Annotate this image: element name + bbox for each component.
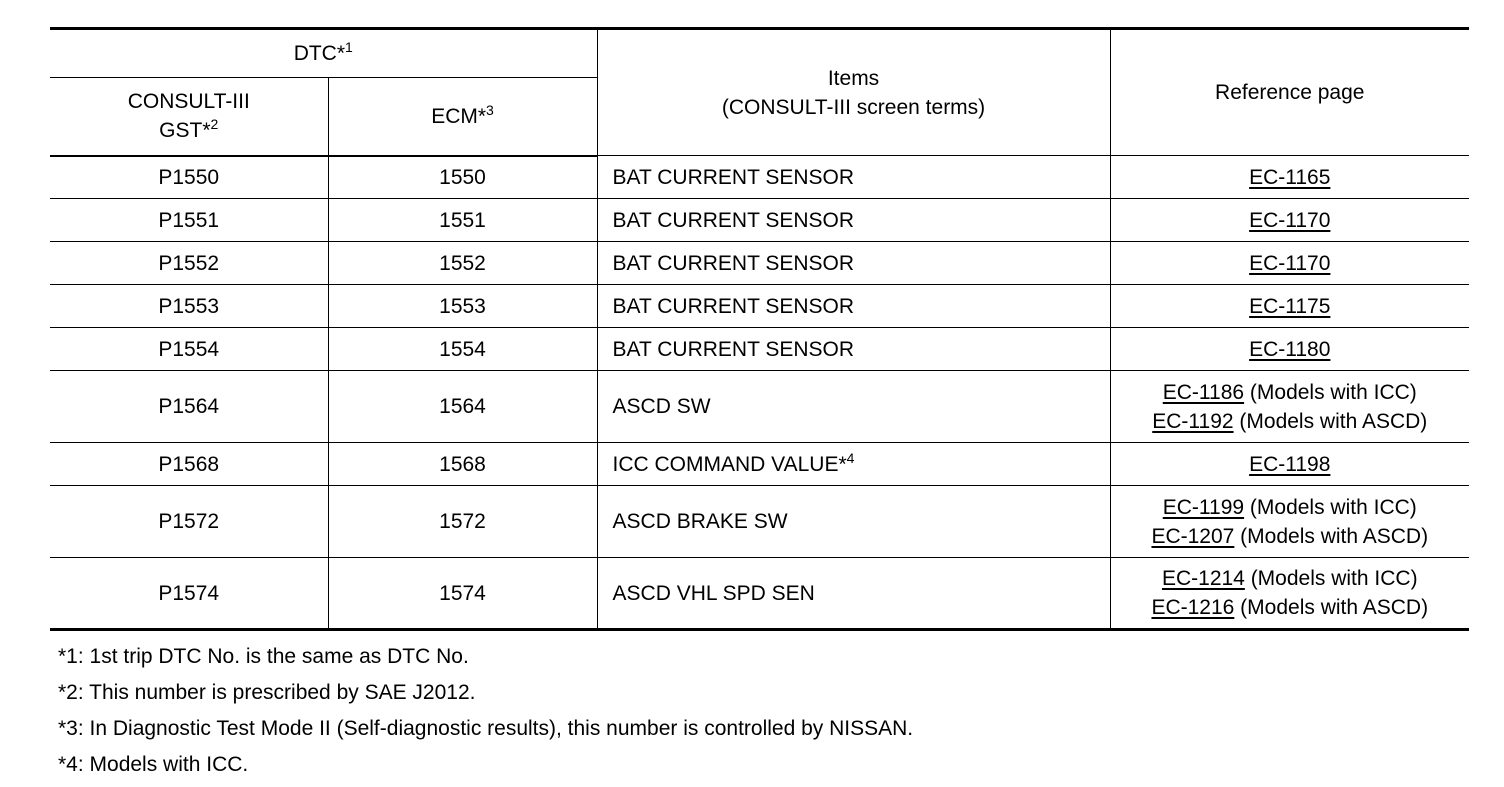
gst-code-cell bbox=[50, 242, 328, 285]
ecm-code: 1554 bbox=[439, 337, 486, 361]
reference-line bbox=[1115, 378, 1466, 407]
gst-code: P1553 bbox=[158, 294, 220, 318]
reference-link[interactable]: EC-1175 bbox=[1249, 294, 1331, 318]
gst-code-cell bbox=[50, 443, 328, 486]
footnote-3: *3: In Diagnostic Test Mode II (Self-diagnostic results), this number is controlled by NISSAN. bbox=[58, 717, 914, 740]
item-name: ASCD SW bbox=[612, 395, 711, 418]
ecm-header-cell bbox=[328, 78, 597, 156]
gst-code: P1568 bbox=[158, 452, 220, 476]
consult-header-line2: GST* bbox=[159, 119, 211, 143]
footnote-2: *2: This number is prescribed by SAE J2012. bbox=[58, 681, 476, 704]
reference-link[interactable]: EC-1170 bbox=[1249, 251, 1331, 275]
dtc-header-label: DTC* bbox=[293, 42, 346, 65]
reference-cell bbox=[1110, 443, 1469, 486]
ecm-code-cell bbox=[328, 285, 597, 328]
gst-code-cell bbox=[50, 156, 328, 199]
reference-line bbox=[1115, 522, 1466, 551]
reference-line bbox=[1115, 450, 1466, 479]
item-cell bbox=[597, 371, 1110, 443]
item-cell bbox=[597, 242, 1110, 285]
item-cell bbox=[597, 558, 1110, 630]
item-cell bbox=[597, 285, 1110, 328]
ecm-code-cell bbox=[328, 199, 597, 242]
item-name: BAT CURRENT SENSOR bbox=[612, 165, 855, 189]
ecm-code: 1551 bbox=[439, 208, 486, 232]
item-name: BAT CURRENT SENSOR bbox=[612, 294, 855, 318]
reference-line bbox=[1115, 292, 1466, 321]
ecm-code-cell bbox=[328, 443, 597, 486]
reference-note: (Models with ASCD) bbox=[1233, 409, 1428, 433]
reference-cell bbox=[1110, 285, 1469, 328]
reference-line bbox=[1115, 163, 1466, 192]
table-row bbox=[50, 285, 1469, 328]
reference-link[interactable]: EC-1165 bbox=[1249, 165, 1331, 189]
table-row bbox=[50, 242, 1469, 285]
item-cell bbox=[597, 328, 1110, 371]
items-header-line1: Items bbox=[827, 66, 880, 90]
dtc-table bbox=[50, 27, 1469, 631]
reference-note: (Models with ICC) bbox=[1244, 495, 1417, 519]
table-row bbox=[50, 558, 1469, 630]
reference-line bbox=[1115, 407, 1466, 436]
gst-code: P1564 bbox=[158, 395, 220, 418]
ecm-code-cell bbox=[328, 371, 597, 443]
reference-line bbox=[1115, 593, 1466, 622]
reference-cell bbox=[1110, 328, 1469, 371]
dtc-header-sup: 1 bbox=[345, 39, 353, 55]
table-row bbox=[50, 443, 1469, 486]
consult-header-line1: CONSULT-III bbox=[127, 90, 250, 114]
ecm-code-cell bbox=[328, 242, 597, 285]
reference-line bbox=[1115, 249, 1466, 278]
reference-link[interactable]: EC-1199 bbox=[1162, 495, 1245, 519]
item-name: ASCD BRAKE SW bbox=[612, 510, 788, 533]
table-row bbox=[50, 199, 1469, 242]
gst-code-cell bbox=[50, 486, 328, 558]
reference-cell bbox=[1110, 486, 1469, 558]
gst-code-cell bbox=[50, 328, 328, 371]
gst-code: P1554 bbox=[158, 337, 220, 361]
consult-header-cell bbox=[50, 78, 328, 156]
reference-link[interactable]: EC-1216 bbox=[1151, 596, 1235, 619]
footnotes bbox=[58, 643, 913, 787]
gst-code: P1551 bbox=[158, 208, 220, 232]
footnote-4: *4: Models with ICC. bbox=[58, 753, 249, 776]
reference-cell bbox=[1110, 558, 1469, 630]
reference-link[interactable]: EC-1170 bbox=[1249, 208, 1331, 232]
ecm-code: 1574 bbox=[439, 581, 486, 605]
gst-code-cell bbox=[50, 285, 328, 328]
table-row bbox=[50, 156, 1469, 199]
item-cell bbox=[597, 486, 1110, 558]
reference-link[interactable]: EC-1186 bbox=[1162, 380, 1245, 404]
item-name: BAT CURRENT SENSOR bbox=[612, 208, 855, 232]
reference-cell bbox=[1110, 242, 1469, 285]
gst-code: P1552 bbox=[158, 251, 220, 275]
item-footnote-sup: 4 bbox=[846, 449, 855, 466]
item-cell bbox=[597, 199, 1110, 242]
items-header-cell bbox=[597, 29, 1110, 156]
ecm-code: 1572 bbox=[439, 510, 486, 533]
ecm-code: 1553 bbox=[439, 294, 486, 318]
ecm-code: 1552 bbox=[439, 251, 486, 275]
reference-note: (Models with ASCD) bbox=[1234, 524, 1429, 548]
item-name: ASCD VHL SPD SEN bbox=[612, 581, 815, 605]
item-name: BAT CURRENT SENSOR bbox=[612, 337, 855, 361]
reference-header-cell bbox=[1110, 29, 1469, 156]
consult-header-sup: 2 bbox=[210, 116, 219, 133]
ecm-header-label: ECM* bbox=[431, 104, 487, 128]
ecm-code-cell bbox=[328, 156, 597, 199]
reference-line bbox=[1115, 564, 1466, 593]
table-row bbox=[50, 328, 1469, 371]
item-name: BAT CURRENT SENSOR bbox=[612, 251, 855, 275]
ecm-code-cell bbox=[328, 486, 597, 558]
gst-code-cell bbox=[50, 558, 328, 630]
footnote-1: *1: 1st trip DTC No. is the same as DTC No. bbox=[58, 645, 469, 668]
reference-line bbox=[1115, 206, 1466, 235]
reference-note: (Models with ICC) bbox=[1244, 380, 1417, 404]
reference-link[interactable]: EC-1207 bbox=[1151, 524, 1235, 548]
item-cell bbox=[597, 156, 1110, 199]
reference-note: (Models with ASCD) bbox=[1234, 596, 1429, 619]
item-name: ICC COMMAND VALUE* bbox=[612, 452, 847, 476]
ecm-code: 1568 bbox=[439, 452, 486, 476]
items-header-line2: (CONSULT-III screen terms) bbox=[721, 95, 986, 119]
ecm-code-cell bbox=[328, 328, 597, 371]
reference-link[interactable]: EC-1180 bbox=[1249, 337, 1331, 361]
table-row bbox=[50, 486, 1469, 558]
gst-code: P1572 bbox=[158, 510, 220, 533]
reference-link[interactable]: EC-1214 bbox=[1161, 567, 1245, 590]
reference-note: (Models with ICC) bbox=[1244, 567, 1418, 590]
reference-link[interactable]: EC-1192 bbox=[1152, 409, 1234, 433]
ecm-code: 1564 bbox=[439, 395, 486, 418]
reference-cell bbox=[1110, 371, 1469, 443]
gst-code-cell bbox=[50, 199, 328, 242]
ecm-header-sup: 3 bbox=[486, 101, 494, 118]
reference-header-label: Reference page bbox=[1215, 81, 1365, 104]
reference-link[interactable]: EC-1198 bbox=[1249, 452, 1331, 476]
ecm-code: 1550 bbox=[439, 165, 486, 189]
reference-line bbox=[1115, 493, 1466, 522]
reference-line bbox=[1115, 335, 1466, 364]
gst-code: P1550 bbox=[158, 165, 220, 189]
dtc-header-cell bbox=[50, 29, 597, 78]
ecm-code-cell bbox=[328, 558, 597, 630]
reference-cell bbox=[1110, 199, 1469, 242]
table-header-row bbox=[50, 29, 1469, 78]
table-row bbox=[50, 371, 1469, 443]
item-cell bbox=[597, 443, 1110, 486]
reference-cell bbox=[1110, 156, 1469, 199]
gst-code-cell bbox=[50, 371, 328, 443]
gst-code: P1574 bbox=[158, 581, 220, 605]
